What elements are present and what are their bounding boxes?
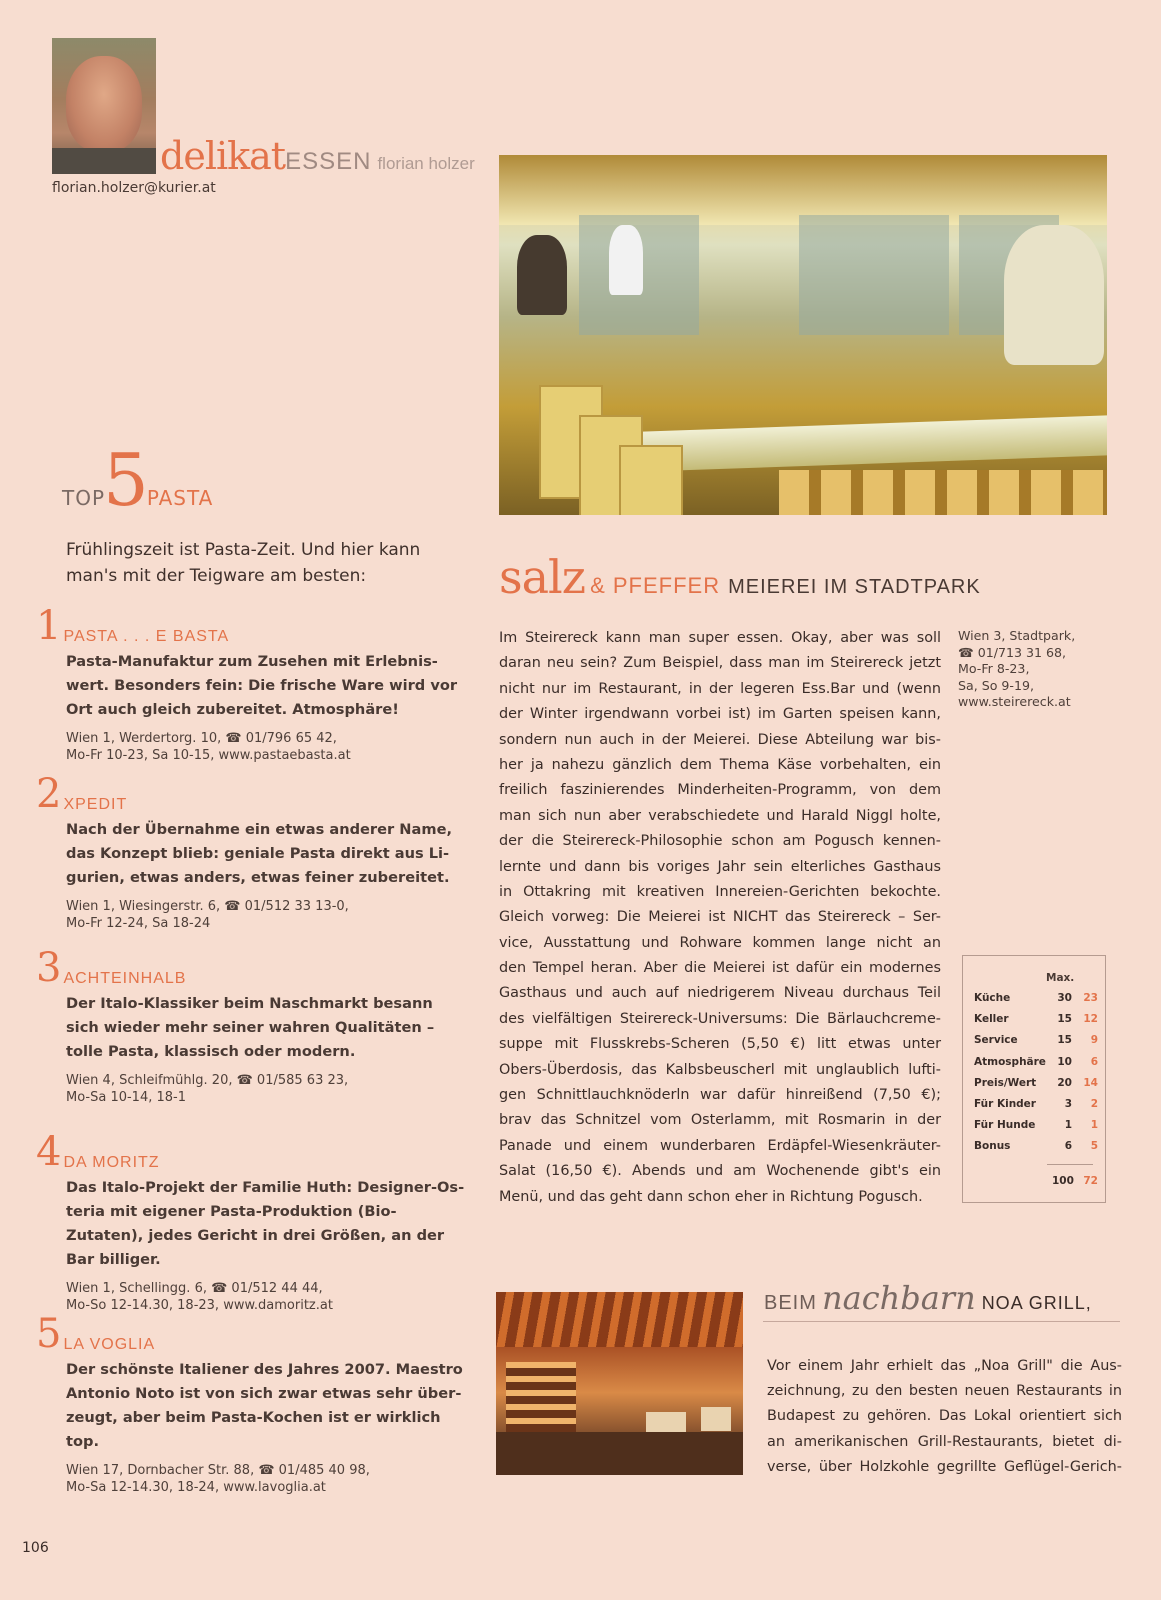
review-body-line: daran neu sein? Zum Beispiel, dass man im Steirereck jetzt [499, 655, 941, 672]
score-row-max: 15 [1057, 1013, 1072, 1026]
review-title-part1: salz [499, 550, 585, 604]
venue-info-line: Sa, So 9-19, [958, 677, 1035, 693]
review-body-line: des vielfältigen Steirereck-Universums: Die Bärlauchcreme- [499, 1010, 941, 1027]
pasta-item-number: 5 [36, 1311, 62, 1357]
column-brand [160, 134, 475, 178]
neighbor-title-part3: NOA GRILL, [981, 1293, 1092, 1313]
pasta-item-address [66, 1072, 466, 1106]
pasta-item-address-line: Mo-Sa 12-14.30, 18-24, www.lavoglia.at [66, 1480, 326, 1495]
score-row-max: 30 [1057, 992, 1072, 1004]
pasta-item-number: 4 [36, 1129, 62, 1175]
pasta-item-address [66, 898, 466, 932]
score-divider [1047, 1164, 1093, 1165]
pasta-item-name: LA VOGLIA [63, 1336, 156, 1353]
neighbor-title-part2: nachbarn [822, 1279, 976, 1317]
neighbor-photo-table [646, 1412, 686, 1432]
pasta-item-number: 2 [36, 771, 62, 817]
pasta-item-address-line: Wien 1, Wiesingerstr. 6, ☎ 01/512 33 13-0, [66, 899, 349, 914]
neighbor-body [767, 1354, 1122, 1480]
neighbor-photo-bar-shelf [506, 1362, 576, 1442]
review-body-line: brav das Schnitzel vom Osterlamm, mit Rosmarin in der [499, 1112, 941, 1129]
review-body-line: freilich faszinierendes Minderheiten-Programm, von dem [499, 782, 941, 799]
pasta-item-description: Nach der Übernahme ein etwas anderer Name, das Konzept blieb: geniale Pasta direkt aus Li-gurien, etwas anders, etwas feiner zubereitet. [66, 821, 453, 886]
author-shirt [52, 148, 156, 174]
review-body-line: Panade und einem wunderbaren Erdäpfel-Wiesenkräuter- [499, 1137, 941, 1154]
review-body-line: suppe mit Flusskrebs-Scheren (5,50 €) litt etwas unter [499, 1036, 941, 1053]
review-title [499, 550, 981, 604]
neighbor-photo-table [701, 1407, 731, 1431]
review-body-line: Gasthaus und auch auf niedrigerem Niveau durchaus Teil [499, 985, 941, 1002]
score-row-score: 1 [1090, 1119, 1098, 1132]
neighbor-body-line: verse, über Holzkohle gegrillte Geflügel-Gerich- [767, 1458, 1122, 1475]
neighbor-body-line: zeichnung, zu den besten neuen Restaurants in [767, 1383, 1122, 1400]
page-number: 106 [22, 1540, 49, 1556]
score-row-max: 3 [1064, 1098, 1072, 1110]
venue-info-line: Wien 3, Stadtpark, [958, 628, 1076, 643]
score-row-score: 5 [1090, 1140, 1098, 1153]
pasta-item [36, 1311, 466, 1496]
neighbor-photo [496, 1292, 743, 1475]
column-brand-part1: delikat [160, 134, 286, 178]
review-body-line: Salat (16,50 €). Abends und am Wochenende gibt's ein [499, 1163, 941, 1180]
review-body-line: der Winter irgendwann vorbei ist) im Garten speisen kann, [499, 706, 941, 723]
pasta-item-address-line: Mo-So 12-14.30, 18-23, www.damoritz.at [66, 1298, 333, 1313]
pasta-item [36, 945, 466, 1106]
pasta-item-name: ACHTEINHALB [63, 970, 187, 987]
pasta-item-address-line: Wien 17, Dornbacher Str. 88, ☎ 01/485 40 98, [66, 1463, 370, 1478]
author-photo [52, 38, 156, 174]
review-body-line: den Tempel heran. Aber die Meierei ist dafür ein modernes [499, 960, 941, 977]
venue-info-line: ☎ 01/713 31 68, [958, 644, 1067, 660]
hero-cheese-display [779, 470, 1107, 515]
score-row-max: 10 [1057, 1055, 1072, 1068]
pasta-item-description: Der Italo-Klassiker beim Naschmarkt besann sich wieder mehr seiner wahren Qualitäten – tolle Pasta, klassisch oder modern. [66, 995, 435, 1060]
pasta-item-address [66, 1462, 466, 1496]
review-body [499, 626, 941, 1210]
score-row-max: 1 [1064, 1119, 1072, 1132]
pasta-item [36, 771, 466, 932]
review-body-line: in Ottakring mit kreativen Innereien-Gerichten bekochte. [499, 883, 941, 900]
pasta-item-address [66, 1280, 466, 1314]
pasta-item-description: Der schönste Italiener des Jahres 2007. Maestro Antonio Noto ist von sich zwar etwas sehr über-zeugt, aber beim Pasta-Kochen ist er wirklich top. [66, 1361, 463, 1450]
score-row-max: 15 [1057, 1034, 1072, 1047]
review-body-line: sondern nun auch in der Meierei. Diese Abteilung war bis- [499, 731, 941, 748]
score-row-label: Bonus [974, 1140, 1011, 1153]
review-body-line: gen Schnittlauchknöderln war dafür hinreißend (7,50 €); [499, 1087, 941, 1104]
review-title-part2: & PFEFFER [590, 573, 721, 598]
author-face [66, 56, 142, 152]
hero-photo [499, 155, 1107, 515]
score-row-max: 20 [1057, 1076, 1072, 1089]
pasta-item [36, 1129, 466, 1314]
score-row-label: Service [974, 1034, 1018, 1047]
top5-label-number: 5 [103, 438, 149, 522]
score-row-label: Atmosphäre [974, 1055, 1046, 1068]
review-body-line: Gleich vorweg: Die Meierei ist NICHT das Steirereck – Ser- [499, 909, 941, 926]
pasta-item-address-line: Wien 1, Werdertorg. 10, ☎ 01/796 65 42, [66, 731, 337, 746]
score-row-label: Preis/Wert [974, 1076, 1037, 1089]
score-row-score: 6 [1090, 1055, 1098, 1068]
hero-chef [1004, 225, 1104, 365]
pasta-item-name: PASTA . . . E BASTA [63, 628, 230, 645]
pasta-item-description: Pasta-Manufaktur zum Zusehen mit Erlebnis-wert. Besonders fein: Die frische Ware wird vor Ort auch gleich zubereitet. Atmosphäre! [66, 653, 458, 718]
score-max-header: Max. [1046, 972, 1075, 984]
review-body-line: Menü, und das geht dann schon eher in Richtung Pogusch. [499, 1188, 923, 1205]
score-row-max: 6 [1064, 1140, 1072, 1153]
hero-guest [517, 235, 567, 315]
pasta-item-address-line: Wien 1, Schellingg. 6, ☎ 01/512 44 44, [66, 1281, 323, 1296]
column-author: florian holzer [377, 154, 475, 173]
score-row-score: 14 [1083, 1076, 1098, 1089]
pasta-item-address [66, 730, 466, 764]
score-row-label: Keller [974, 1013, 1009, 1026]
review-body-line: vice, Ausstattung und Rohware kommen lange nicht an [499, 934, 941, 951]
score-total-score: 72 [1083, 1175, 1098, 1187]
venue-info [958, 628, 1108, 711]
neighbor-photo-floor [496, 1432, 743, 1475]
score-row-score: 2 [1090, 1098, 1098, 1110]
top5-label-topic: PASTA [146, 486, 214, 510]
top5-intro: Frühlingszeit ist Pasta-Zeit. Und hier kann man's mit der Teigware am besten: [66, 540, 421, 586]
review-body-line: lernte und dann bis voriges Jahr sein elterliches Gasthaus [499, 858, 941, 875]
venue-info-line: Mo-Fr 8-23, [958, 661, 1030, 676]
hero-window [799, 215, 949, 335]
neighbor-title [764, 1279, 1092, 1317]
review-body-line: der die Steirereck-Philosophie schon am Pogusch kennen- [499, 833, 941, 850]
neighbor-title-part1: BEIM [764, 1292, 817, 1314]
review-body-line: Obers-Überdosis, das Kalbsbeuscherl mit unglaublich lufti- [499, 1061, 941, 1078]
neighbor-body-line: an amerikanischen Grill-Restaurants, bietet di- [767, 1433, 1122, 1450]
review-venue: MEIEREI IM STADTPARK [728, 576, 981, 598]
pasta-item-address-line: Wien 4, Schleifmühlg. 20, ☎ 01/585 63 23, [66, 1073, 349, 1088]
review-body-line: Im Steirereck kann man super essen. Okay, aber was soll [499, 630, 941, 646]
review-body-line: nicht nur im Restaurant, in der legeren Ess.Bar und (wenn [499, 680, 941, 697]
neighbor-photo-ceiling [496, 1292, 743, 1347]
neighbor-body-line: Vor einem Jahr erhielt das „Noa Grill" die Aus- [767, 1358, 1122, 1374]
pasta-item [36, 603, 466, 764]
pasta-item-description: Das Italo-Projekt der Familie Huth: Designer-Os-teria mit eigener Pasta-Produktion (Bio-Zutaten), jedes Gericht in drei Größen, an der Bar billiger. [66, 1179, 465, 1268]
score-table [962, 955, 1106, 1203]
pasta-item-name: DA MORITZ [63, 1154, 160, 1171]
venue-info-line: www.steirereck.at [958, 694, 1071, 709]
pasta-item-number: 3 [36, 945, 62, 991]
top5-label-top: TOP [62, 486, 106, 510]
pasta-item-address-line: Mo-Fr 12-24, Sa 18-24 [66, 916, 211, 931]
neighbor-divider [763, 1321, 1120, 1322]
column-brand-part2: ESSEN [285, 148, 372, 175]
pasta-item-address-line: Mo-Fr 10-23, Sa 10-15, www.pastaebasta.at [66, 748, 351, 763]
score-row-score: 23 [1083, 992, 1098, 1004]
review-body-line: her ja nahezu gänzlich dem Thema Käse vorbehalten, ein [499, 756, 941, 773]
neighbor-body-line: Budapest zu gehören. Das Lokal orientiert sich [767, 1408, 1122, 1425]
score-row-label: Küche [974, 992, 1011, 1004]
hero-chair [619, 445, 683, 515]
pasta-item-name: XPEDIT [63, 796, 128, 813]
score-row-score: 12 [1083, 1013, 1098, 1026]
hero-waiter [609, 225, 643, 295]
score-row-label: Für Kinder [974, 1098, 1036, 1110]
score-total-max: 100 [1052, 1175, 1074, 1187]
pasta-item-number: 1 [36, 603, 62, 649]
pasta-item-address-line: Mo-Sa 10-14, 18-1 [66, 1090, 186, 1105]
score-row-score: 9 [1090, 1034, 1098, 1047]
review-body-line: man sich nun aber verabschiedete und Harald Niggl holte, [499, 807, 941, 824]
score-row-label: Für Hunde [974, 1119, 1036, 1132]
top5-heading [62, 438, 214, 522]
author-email: florian.holzer@kurier.at [52, 180, 216, 196]
